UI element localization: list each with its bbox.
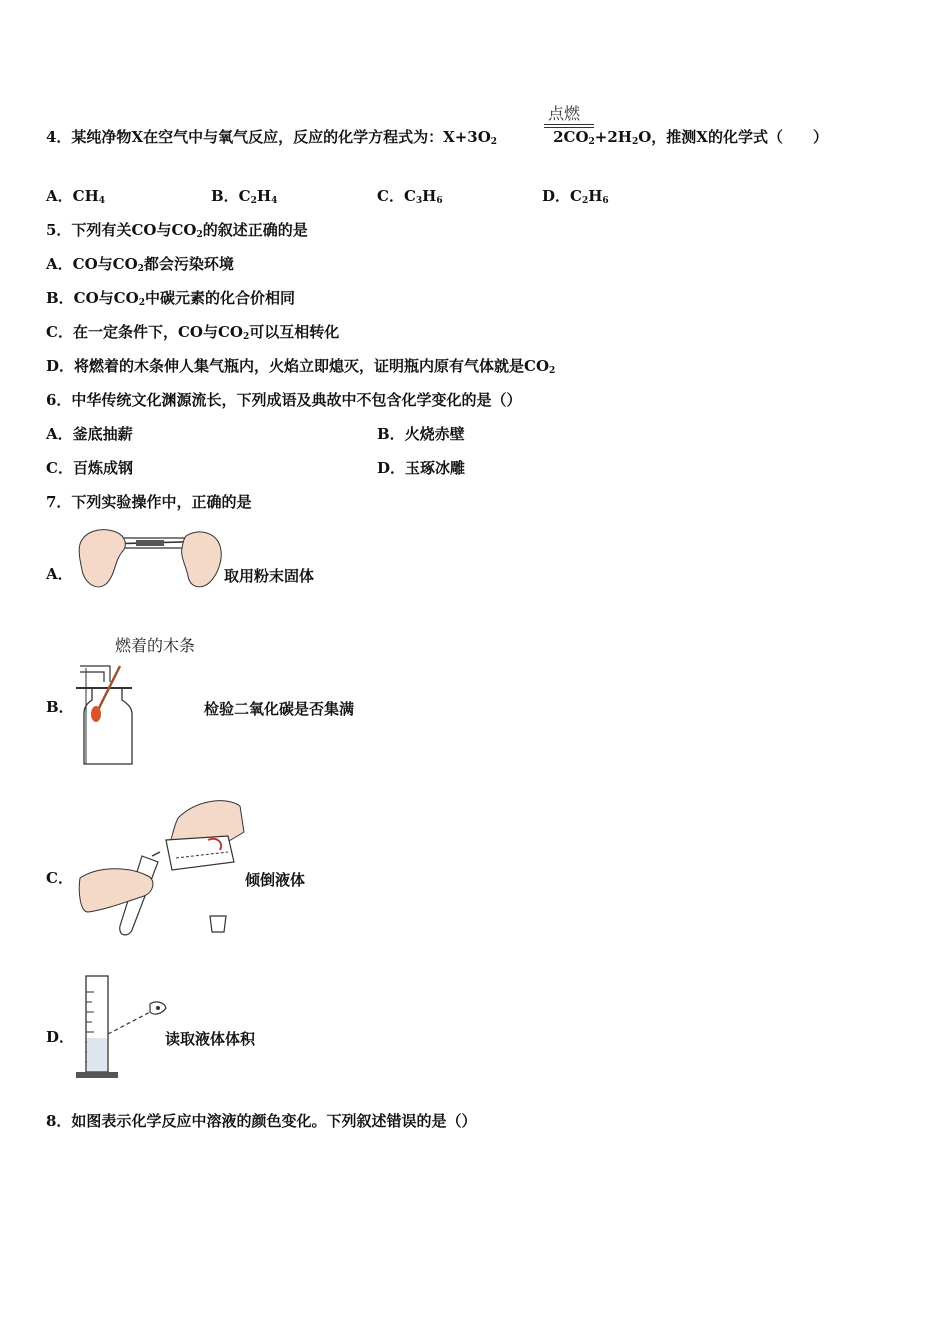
q4-option-c-sub1: 3 xyxy=(415,196,423,206)
reaction-condition-label: 点燃 xyxy=(548,104,581,123)
q5-option-d-1: D．将燃着的木条伸人集气瓶内，火焰立即熄灭，证明瓶内原有气体就是CO xyxy=(46,357,550,375)
q5-option-c-sub: 2 xyxy=(242,332,250,342)
equation-bar-top xyxy=(544,124,594,125)
q4-suffix: O，推测X的化学式（ ） xyxy=(638,128,828,146)
question-6-stem: 6．中华传统文化渊源流长，下列成语及典故中不包含化学变化的是（） xyxy=(46,391,522,409)
q7-option-a-caption: 取用粉末固体 xyxy=(224,567,315,585)
measuring-cylinder-figure xyxy=(72,972,172,1082)
q4-product-sub-b: 2 xyxy=(631,137,639,147)
q7-option-d-caption: 读取液体体积 xyxy=(165,1030,256,1048)
q4-option-d-sub1: 2 xyxy=(581,196,589,206)
liquid-shape xyxy=(87,1038,107,1071)
q7-option-c-caption: 倾倒液体 xyxy=(245,871,306,889)
q5-option-b xyxy=(46,289,295,307)
flame-shape xyxy=(91,706,101,722)
q4-product-a: 2CO xyxy=(553,128,589,146)
q5-option-c-2: 可以互相转化 xyxy=(249,323,340,341)
q4-prefix: 4．某纯净物X在空气中与氧气反应，反应的化学方程式为：X+3O xyxy=(46,128,491,146)
q4-option-a xyxy=(46,187,105,205)
q5-option-c xyxy=(46,323,339,341)
q5-option-a xyxy=(46,255,234,273)
q4-product-sub-a: 2 xyxy=(588,137,595,147)
q7-option-a-label: A． xyxy=(46,565,73,583)
q4-option-d-mid: H xyxy=(588,187,603,205)
powder-shape xyxy=(136,540,164,546)
q4-option-a-sub: 4 xyxy=(98,196,106,206)
reagent-bottle-shape xyxy=(166,836,234,870)
q5-option-b-sub: 2 xyxy=(138,298,145,308)
q5-option-b-2: 中碳元素的化合价相同 xyxy=(144,289,295,307)
q4-option-c-mid: H xyxy=(422,187,437,205)
q4-option-b-mid: H xyxy=(256,187,272,205)
pouring-liquid-figure xyxy=(78,792,248,940)
q4-option-c-sub2: 6 xyxy=(436,196,443,206)
q4-option-b-text: B．C xyxy=(211,187,251,205)
q5-option-c-1: C．在一定条件下，CO与CO xyxy=(46,323,243,341)
eye-pupil xyxy=(156,1006,160,1010)
q7-option-d-label: D． xyxy=(46,1028,75,1046)
q5-option-d xyxy=(46,357,555,375)
q5-option-a-2: 都会污染环境 xyxy=(143,255,234,273)
q5-option-b-1: B．CO与CO xyxy=(46,289,139,307)
q7-option-b-caption: 检验二氧化碳是否集满 xyxy=(204,700,355,718)
left-hand-shape xyxy=(79,530,125,587)
q4-option-c-text: C．C xyxy=(377,187,416,205)
q6-option-d: D．玉琢冰雕 xyxy=(377,459,466,477)
cylinder-base-shape xyxy=(76,1072,118,1078)
right-hand-shape xyxy=(182,532,222,587)
q4-option-b-sub1: 2 xyxy=(250,196,257,206)
q5-option-d-sub: 2 xyxy=(549,366,556,376)
question-8-stem: 8．如图表示化学反应中溶液的颜色变化。下列叙述错误的是（） xyxy=(46,1112,477,1130)
q4-sub-o2: 2 xyxy=(490,137,498,147)
sight-line xyxy=(108,1010,154,1034)
glass-tube-shape xyxy=(80,666,110,682)
q5-option-a-sub: 2 xyxy=(137,264,144,274)
q7-option-c-label: C． xyxy=(46,869,73,887)
q4-option-d-text: D．C xyxy=(542,187,582,205)
burning-stick-label: 燃着的木条 xyxy=(115,636,196,655)
q6-option-a: A．釜底抽薪 xyxy=(46,425,133,443)
q4-option-b-sub2: 4 xyxy=(271,196,278,206)
q5-option-a-1: A．CO与CO xyxy=(46,255,138,273)
bottle-shape xyxy=(84,688,132,764)
q5-stem-a: 5．下列有关CO与CO xyxy=(46,221,197,239)
powder-test-tube-figure xyxy=(76,522,226,594)
q4-option-b xyxy=(211,187,277,205)
q4-product-b: +2H xyxy=(594,128,632,146)
question-7-stem: 7．下列实验操作中，正确的是 xyxy=(46,493,252,511)
q5-stem-sub: 2 xyxy=(196,230,203,240)
q6-option-b: B．火烧赤壁 xyxy=(377,425,465,443)
q7-option-b-label: B． xyxy=(46,698,74,716)
q4-option-d xyxy=(542,187,609,205)
question-5-stem xyxy=(46,221,308,239)
q5-stem-b: 的叙述正确的是 xyxy=(202,221,308,239)
q6-option-c: C．百炼成钢 xyxy=(46,459,133,477)
gas-bottle-figure xyxy=(70,660,140,770)
question-4-stem xyxy=(46,128,828,146)
bottle-stopper-shape xyxy=(210,916,226,932)
q4-option-a-text: A．CH xyxy=(46,187,99,205)
pour-stream xyxy=(152,852,160,856)
q4-option-d-sub2: 6 xyxy=(602,196,609,206)
q4-option-c xyxy=(377,187,443,205)
